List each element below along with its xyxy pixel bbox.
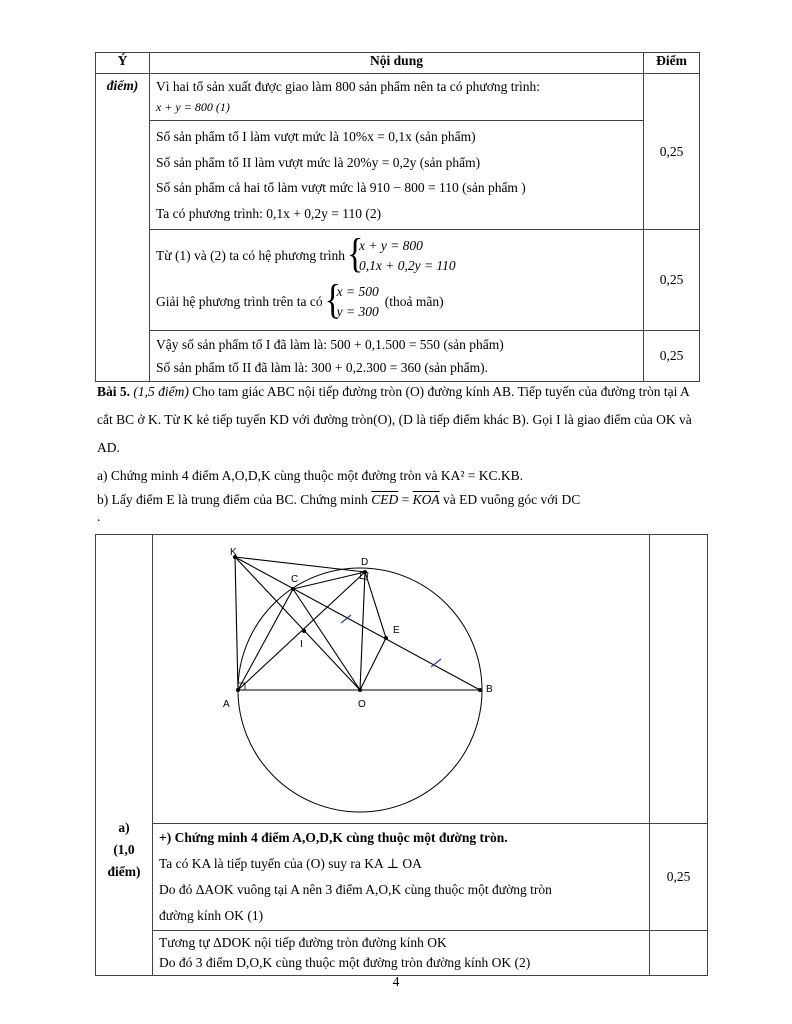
part-a-line1: Ta có KA là tiếp tuyến của (O) suy ra KA ⊥ OA bbox=[159, 856, 422, 871]
point-d bbox=[363, 570, 367, 574]
part-a-line4: Tương tự ΔDOK nội tiếp đường tròn đường kính OK bbox=[159, 935, 447, 950]
arc-koa: $\overline{KOA}$ bbox=[412, 492, 440, 507]
label-a: A bbox=[223, 699, 230, 710]
part-b-pre: b) Lấy điểm E là trung điểm của BC. Chứng minh bbox=[97, 492, 368, 507]
score-row3: 0,25 bbox=[644, 230, 700, 331]
answer-table-top bbox=[95, 52, 700, 382]
sys2-eq2: y = 300 bbox=[336, 304, 379, 319]
col1-label: điểm) bbox=[106, 78, 139, 93]
part-a-label-2: (1,0 bbox=[113, 842, 135, 857]
label-o: O bbox=[358, 699, 366, 710]
segment-oe bbox=[360, 638, 386, 690]
part-b-eq: = bbox=[401, 492, 410, 507]
row3-line2-text: Giải hệ phương trình trên ta có bbox=[156, 294, 323, 309]
label-k: K bbox=[230, 547, 237, 558]
point-e bbox=[384, 636, 388, 640]
segment-ka bbox=[235, 557, 238, 690]
answer-table-bottom bbox=[95, 534, 708, 976]
table-row bbox=[96, 230, 700, 331]
row4-line1: Vậy số sản phẩm tổ I đã làm là: 500 + 0,1.500 = 550 (sản phẩm) bbox=[156, 337, 504, 352]
part-a-label-3: điểm) bbox=[107, 864, 141, 879]
label-d: D bbox=[361, 557, 369, 568]
label-b: B bbox=[486, 684, 493, 695]
table-row bbox=[96, 74, 700, 121]
problem-points: (1,5 điểm) bbox=[133, 384, 189, 399]
sys1-eq2: 0,1x + 0,2y = 110 bbox=[358, 258, 456, 273]
arc-ced: $\overline{CED}$ bbox=[371, 492, 399, 507]
system-of-equations-1 bbox=[349, 236, 456, 276]
row2-line1: Số sản phẩm tổ I làm vượt mức là 10%x = 0,1x (sản phẩm) bbox=[156, 129, 476, 144]
segment-cd bbox=[293, 572, 365, 589]
point-i bbox=[302, 629, 306, 633]
part-a-line3: đường kính OK (1) bbox=[159, 908, 264, 923]
part-b-dot: . bbox=[97, 509, 101, 524]
header-noi-dung: Nội dung bbox=[150, 53, 644, 74]
row1-line2: x + y = 800 (1) bbox=[156, 100, 230, 114]
label-c: C bbox=[291, 574, 299, 585]
row4-line2: Số sản phẩm tổ II đã làm là: 300 + 0,2.300 = 360 (sản phẩm). bbox=[156, 360, 489, 375]
header-diem: Điểm bbox=[644, 53, 700, 74]
geometry-figure bbox=[153, 535, 650, 823]
row2-line4: Ta có phương trình: 0,1x + 0,2y = 110 (2) bbox=[156, 205, 382, 221]
table-row bbox=[96, 331, 700, 382]
segment-de bbox=[365, 572, 386, 638]
problem-title: Bài 5. bbox=[97, 384, 131, 399]
problem-statement: Cho tam giác ABC nội tiếp đường tròn (O) đường kính AB. Tiếp tuyến của đường tròn tại A cắt BC ở K. Từ K kẻ tiếp tuyến KD với đường tròn(O), (D là tiếp điểm khác B). Gọi I là giao điểm của OK và AD. bbox=[97, 384, 692, 455]
segment-ac bbox=[238, 589, 293, 690]
part-a-label-1: a) bbox=[118, 820, 130, 835]
system-of-equations-2 bbox=[327, 282, 379, 322]
row2-line2: Số sản phẩm tổ II làm vượt mức là 20%y = 0,2y (sản phẩm) bbox=[156, 154, 481, 170]
figure-cell bbox=[153, 535, 650, 824]
part-a-statement: a) Chứng minh 4 điểm A,O,D,K cùng thuộc một đường tròn và KA² = KC.KB. bbox=[97, 468, 524, 483]
score-row4: 0,25 bbox=[644, 331, 700, 382]
table-row bbox=[96, 121, 700, 230]
label-e: E bbox=[393, 625, 400, 636]
segment-co bbox=[293, 589, 360, 690]
part-a-heading: +) Chứng minh 4 điểm A,O,D,K cùng thuộc một đường tròn. bbox=[159, 830, 508, 845]
problem-5 bbox=[97, 378, 707, 524]
table-header-row bbox=[96, 53, 700, 74]
row1-line1: Vì hai tổ sản xuất được giao làm 800 sản phẩm nên ta có phương trình: bbox=[156, 79, 540, 94]
header-y: Ý bbox=[96, 53, 150, 74]
point-c bbox=[291, 587, 295, 591]
score-part-a: 0,25 bbox=[650, 824, 708, 931]
row2-line3: Số sản phẩm cả hai tổ làm vượt mức là 910 − 800 = 110 (sản phẩm ) bbox=[156, 180, 526, 195]
row3-line2-post: (thoả mãn) bbox=[384, 294, 444, 309]
segment-kd bbox=[235, 557, 365, 572]
row3-line1-text: Từ (1) và (2) ta có hệ phương trình bbox=[156, 248, 345, 263]
segment-od bbox=[360, 572, 365, 690]
segment-kb bbox=[235, 557, 480, 690]
point-o bbox=[358, 688, 362, 692]
part-a-line2: Do đó ΔAOK vuông tại A nên 3 điểm A,O,K cùng thuộc một đường tròn bbox=[159, 882, 552, 897]
point-a bbox=[236, 688, 240, 692]
part-b-post: và ED vuông góc với DC bbox=[443, 492, 581, 507]
sys1-eq1: { x + y = 800 bbox=[358, 238, 423, 253]
score-row2: 0,25 bbox=[644, 74, 700, 230]
page-number: 4 bbox=[392, 974, 400, 989]
label-i: I bbox=[300, 639, 303, 650]
sys2-eq1: { x = 500 bbox=[336, 284, 379, 299]
part-a-line5: Do đó 3 điểm D,O,K cùng thuộc một đường tròn đường kính OK (2) bbox=[159, 955, 531, 970]
segment-ad bbox=[238, 572, 365, 690]
point-b bbox=[478, 688, 482, 692]
